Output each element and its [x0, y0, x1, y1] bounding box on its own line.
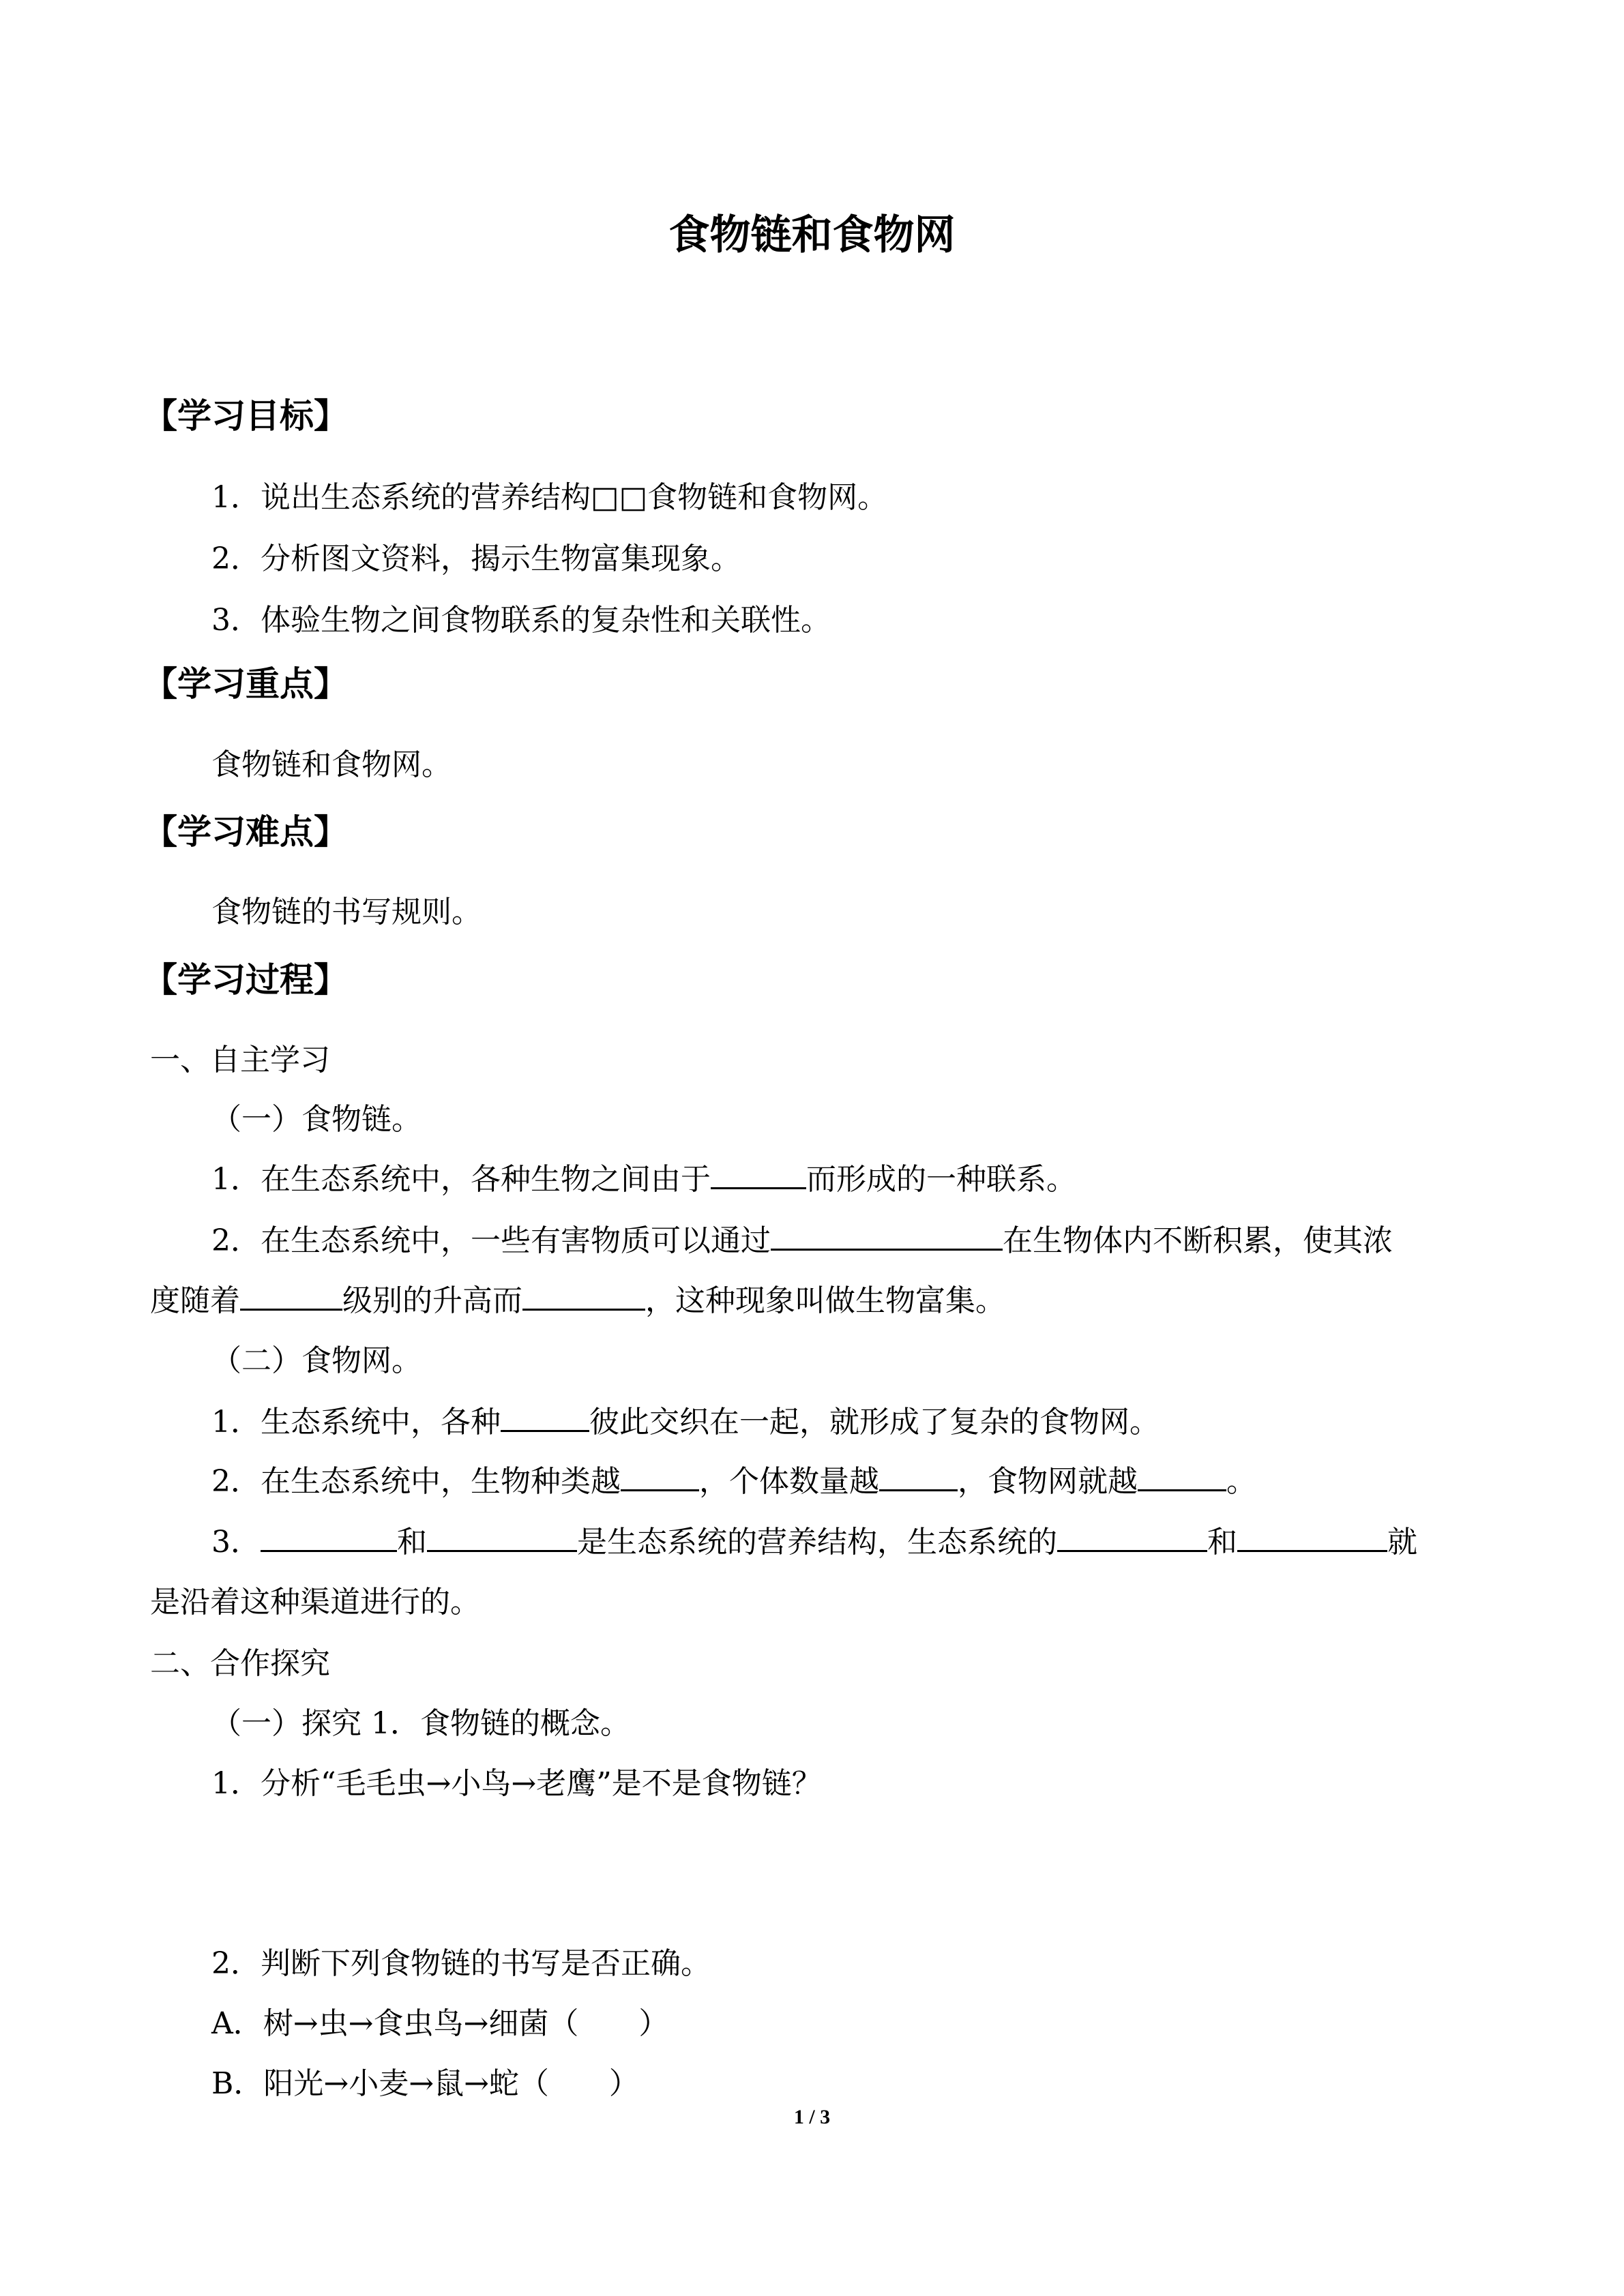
process-heading: 【学习过程】	[143, 960, 348, 1000]
answer-blank[interactable]	[1057, 1523, 1207, 1552]
part1-title: 一、自主学习	[150, 1043, 330, 1077]
question-food-chain-2: 2．在生态系统中，一些有害物质可以通过 在生物体内不断积累，使其浓	[211, 1221, 1393, 1262]
answer-blank[interactable]	[522, 1281, 645, 1311]
page-title: 食物链和食物网	[668, 211, 956, 259]
answer-blank[interactable]	[240, 1281, 342, 1311]
answer-blank[interactable]	[879, 1462, 958, 1491]
question-food-web-2: 2．在生态系统中，生物种类越 ，个体数量越 ，食物网就越 。	[211, 1461, 1256, 1502]
part2-title: 二、合作探究	[150, 1646, 330, 1681]
answer-blank[interactable]	[1237, 1523, 1387, 1552]
explore-question-1: 1．分析“毛毛虫→小鸟→老鹰”是不是食物链？	[211, 1766, 822, 1801]
question-food-chain-1: 1．在生态系统中，各种生物之间由于 而形成的一种联系。	[211, 1159, 1076, 1200]
difficulties-heading: 【学习难点】	[143, 812, 348, 852]
part1-sub1-title: （一）食物链。	[211, 1102, 422, 1137]
difficulties-text: 食物链的书写规则。	[211, 895, 482, 929]
question-food-web-3-cont: 是沿着这种渠道进行的。	[150, 1585, 480, 1620]
answer-blank[interactable]	[711, 1160, 806, 1189]
answer-blank[interactable]	[261, 1523, 397, 1552]
key-points-text: 食物链和食物网。	[211, 747, 452, 782]
objectives-heading: 【学习目标】	[143, 396, 348, 436]
answer-blank[interactable]	[621, 1462, 699, 1491]
option-b: B．阳光→小麦→鼠→蛇（ ）	[211, 2066, 639, 2101]
part1-sub2-title: （二）食物网。	[211, 1343, 422, 1378]
objective-item-2: 2．分析图文资料，揭示生物富集现象。	[211, 541, 741, 576]
explore-question-2: 2．判断下列食物链的书写是否正确。	[211, 1946, 711, 1981]
page-number: 1 / 3	[793, 2106, 831, 2128]
part2-sub1-title: （一）探究 1．食物链的概念。	[211, 1706, 630, 1741]
answer-blank[interactable]	[771, 1221, 1003, 1251]
option-a: A．树→虫→食虫鸟→细菌（ ）	[211, 2006, 669, 2041]
question-food-web-1: 1．生态系统中，各种 彼此交织在一起，就形成了复杂的食物网。	[211, 1402, 1160, 1443]
answer-blank[interactable]	[427, 1523, 577, 1552]
objective-item-3: 3．体验生物之间食物联系的复杂性和关联性。	[211, 603, 831, 638]
objective-item-1: 1．说出生态系统的营养结构□□食物链和食物网。	[211, 480, 888, 515]
answer-blank[interactable]	[1138, 1462, 1226, 1491]
question-food-web-3: 3． 和 是生态系统的营养结构，生态系统的 和 就	[211, 1522, 1417, 1563]
question-food-chain-2-cont: 度随着 级别的升高而 ，这种现象叫做生物富集。	[150, 1281, 1005, 1322]
answer-blank[interactable]	[501, 1403, 589, 1432]
key-points-heading: 【学习重点】	[143, 664, 348, 704]
